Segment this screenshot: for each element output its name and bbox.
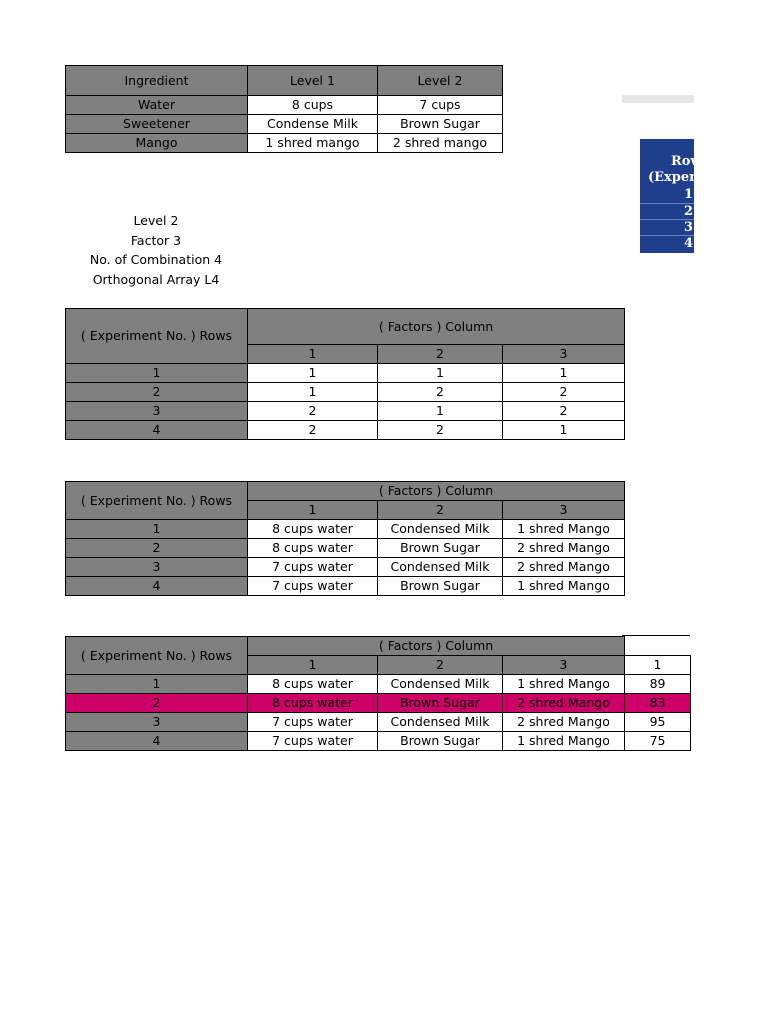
experiment-number: 3 bbox=[66, 713, 248, 732]
table-row bbox=[66, 520, 625, 539]
factors-header: ( Factors ) Column bbox=[248, 309, 625, 345]
note-factor: Factor 3 bbox=[130, 232, 182, 248]
design-notes bbox=[66, 211, 246, 290]
water-level: 7 cups water bbox=[248, 713, 378, 732]
mango-level: 1 shred Mango bbox=[503, 732, 625, 751]
water-level: 8 cups water bbox=[248, 694, 378, 713]
levels-row-sweetener bbox=[66, 115, 503, 134]
level-2-value: 7 cups bbox=[378, 96, 503, 115]
column-header: 3 bbox=[503, 345, 625, 364]
sweetener-level: Brown Sugar bbox=[378, 694, 503, 713]
factor-level: 2 bbox=[248, 402, 378, 421]
side-panel bbox=[640, 139, 711, 253]
side-panel-line: 1 bbox=[684, 187, 694, 202]
header-ingredient: Ingredient bbox=[66, 66, 248, 96]
experiment-number: 1 bbox=[66, 520, 248, 539]
table-row-highlighted bbox=[66, 694, 691, 713]
experiment-number: 2 bbox=[66, 383, 248, 402]
rows-header: ( Experiment No. ) Rows bbox=[66, 482, 248, 520]
score-value: 89 bbox=[625, 675, 691, 694]
results-header-row bbox=[66, 637, 691, 656]
experiment-number: 4 bbox=[66, 577, 248, 596]
levels-row-water bbox=[66, 96, 503, 115]
water-level: 7 cups water bbox=[248, 558, 378, 577]
header-level-1: Level 1 bbox=[248, 66, 378, 96]
mango-level: 2 shred Mango bbox=[503, 713, 625, 732]
header-level-2: Level 2 bbox=[378, 66, 503, 96]
table-row bbox=[66, 732, 691, 751]
column-header: 2 bbox=[378, 501, 503, 520]
sweetener-level: Brown Sugar bbox=[378, 732, 503, 751]
levels-row-mango bbox=[66, 134, 503, 153]
experiment-number: 1 bbox=[66, 675, 248, 694]
factors-header: ( Factors ) Column bbox=[248, 637, 625, 656]
level-1-value: Condense Milk bbox=[248, 115, 378, 134]
factor-level: 1 bbox=[503, 364, 625, 383]
mango-level: 1 shred Mango bbox=[503, 520, 625, 539]
sweetener-level: Condensed Milk bbox=[378, 713, 503, 732]
side-panel-rule bbox=[640, 203, 694, 204]
score-header-blank bbox=[625, 637, 691, 656]
table-row bbox=[66, 558, 625, 577]
water-level: 7 cups water bbox=[248, 577, 378, 596]
experiment-header-row bbox=[66, 482, 625, 501]
note-combinations: No. of Combination 4 bbox=[89, 252, 223, 268]
factor-level: 2 bbox=[378, 421, 503, 440]
level-1-value: 1 shred mango bbox=[248, 134, 378, 153]
factor-level: 1 bbox=[248, 364, 378, 383]
sweetener-level: Condensed Milk bbox=[378, 558, 503, 577]
factor-level: 2 bbox=[378, 383, 503, 402]
experiment-number: 4 bbox=[66, 732, 248, 751]
column-header: 1 bbox=[248, 501, 378, 520]
sweetener-level: Condensed Milk bbox=[378, 675, 503, 694]
note-orthogonal-array: Orthogonal Array L4 bbox=[92, 272, 220, 288]
mango-level: 1 shred Mango bbox=[503, 577, 625, 596]
table-row bbox=[66, 421, 625, 440]
column-header: 1 bbox=[248, 656, 378, 675]
column-header: 3 bbox=[503, 656, 625, 675]
ingredient-name: Sweetener bbox=[66, 115, 248, 134]
sweetener-level: Brown Sugar bbox=[378, 577, 503, 596]
table-row bbox=[66, 713, 691, 732]
factor-level: 1 bbox=[503, 421, 625, 440]
mango-level: 2 shred Mango bbox=[503, 539, 625, 558]
table-row bbox=[66, 402, 625, 421]
note-level: Level 2 bbox=[133, 213, 179, 228]
experiment-number: 2 bbox=[66, 539, 248, 558]
factor-level: 1 bbox=[378, 364, 503, 383]
ingredient-name: Mango bbox=[66, 134, 248, 153]
factors-header: ( Factors ) Column bbox=[248, 482, 625, 501]
array-header-row bbox=[66, 309, 625, 345]
table-row bbox=[66, 383, 625, 402]
experiment-number: 1 bbox=[66, 364, 248, 383]
water-level: 8 cups water bbox=[248, 675, 378, 694]
results-table bbox=[65, 636, 691, 751]
level-1-value: 8 cups bbox=[248, 96, 378, 115]
levels-header-row bbox=[66, 66, 503, 96]
factor-level: 1 bbox=[378, 402, 503, 421]
experiment-number: 4 bbox=[66, 421, 248, 440]
water-level: 7 cups water bbox=[248, 732, 378, 751]
side-panel-rule bbox=[640, 219, 694, 220]
water-level: 8 cups water bbox=[248, 520, 378, 539]
header-fragment bbox=[622, 95, 694, 103]
factor-level: 2 bbox=[503, 402, 625, 421]
sweetener-level: Condensed Milk bbox=[378, 520, 503, 539]
score-value: 75 bbox=[625, 732, 691, 751]
mango-level: 1 shred Mango bbox=[503, 675, 625, 694]
score-value: 83 bbox=[625, 694, 691, 713]
side-panel-line: 4 bbox=[684, 236, 694, 251]
table-row bbox=[66, 675, 691, 694]
side-panel-line: 2 bbox=[684, 204, 694, 219]
factor-level: 1 bbox=[248, 383, 378, 402]
rows-header: ( Experiment No. ) Rows bbox=[66, 309, 248, 364]
side-panel-line: Row bbox=[671, 154, 702, 169]
experiment-table bbox=[65, 481, 625, 596]
orthogonal-array-table bbox=[65, 308, 625, 440]
side-panel-line: (Experin bbox=[648, 170, 711, 185]
mango-level: 2 shred Mango bbox=[503, 694, 625, 713]
factor-level: 2 bbox=[248, 421, 378, 440]
rows-header: ( Experiment No. ) Rows bbox=[66, 637, 248, 675]
experiment-number: 3 bbox=[66, 402, 248, 421]
mango-level: 2 shred Mango bbox=[503, 558, 625, 577]
column-header: 2 bbox=[378, 656, 503, 675]
side-panel-line: 3 bbox=[684, 220, 694, 235]
column-header: 3 bbox=[503, 501, 625, 520]
table-row bbox=[66, 364, 625, 383]
sweetener-level: Brown Sugar bbox=[378, 539, 503, 558]
score-column-header: 1 bbox=[625, 656, 691, 675]
column-header: 2 bbox=[378, 345, 503, 364]
ingredient-name: Water bbox=[66, 96, 248, 115]
score-value: 95 bbox=[625, 713, 691, 732]
water-level: 8 cups water bbox=[248, 539, 378, 558]
table-row bbox=[66, 539, 625, 558]
factor-level: 2 bbox=[503, 383, 625, 402]
table-row bbox=[66, 577, 625, 596]
levels-table bbox=[65, 65, 503, 153]
experiment-number: 3 bbox=[66, 558, 248, 577]
column-header: 1 bbox=[248, 345, 378, 364]
level-2-value: Brown Sugar bbox=[378, 115, 503, 134]
experiment-number: 2 bbox=[66, 694, 248, 713]
level-2-value: 2 shred mango bbox=[378, 134, 503, 153]
side-panel-rule bbox=[640, 235, 694, 236]
